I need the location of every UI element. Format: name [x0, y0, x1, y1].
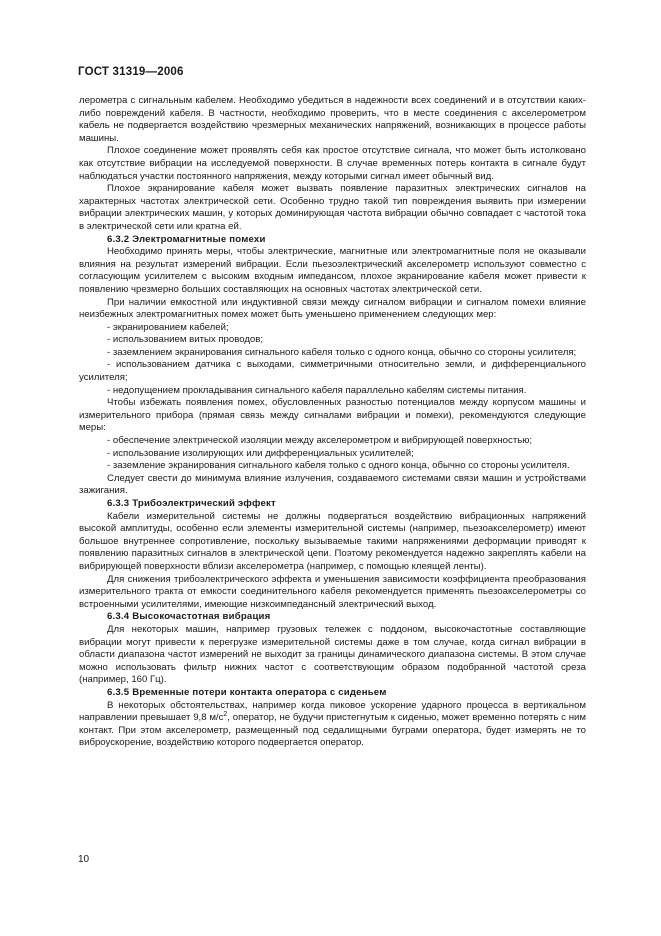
paragraph: Плохое соединение может проявлять себя как простое отсутствие сигнала, что может быть истолковано как отсутствие вибрации на исследуемой поверхности. В случае временных потерь контакта в сигнале будут наблюдаться участки постоянного напряжения, между которыми сигнал имеет обычный вид. — [79, 145, 586, 182]
paragraph: Кабели измерительной системы не должны подвергаться воздействию вибрационных напряжений высокой амплитуды, особенно если элементы измерительной системы (например, пьезоакселерометр) имеют большое внутреннее сопротивление, поскольку вызываемые такими напряжениями деформации приводят к появлению паразитных сигналов в электрической цепи. Поэтому рекомендуется надежно закреплять кабели на вибрирующей поверхности вблизи акселерометра (например, с помощью клеящей ленты). — [79, 510, 586, 572]
paragraph: лерометра с сигнальным кабелем. Необходимо убедиться в надежности всех соединений и в отсутствии каких-либо повреждений кабеля. В частности, необходимо проверить, что в месте соединения с акселерометром кабель не подвергается воздействию чрезмерных механических напряжений, возникающих в процессе работы машины. — [79, 95, 586, 144]
paragraph — [79, 700, 586, 750]
paragraph: Чтобы избежать появления помех, обусловленных разностью потенциалов между корпусом машины и измерительного прибора (прямая связь между сигналами вибрации и помехи), рекомендуются следующие меры: — [79, 397, 586, 434]
paragraph: Необходимо принять меры, чтобы электрические, магнитные или электромагнитные поля не оказывали влияния на результат измерений вибрации. Если пьезоэлектрический акселерометр используют совместно с согласующим усилителем с высоким входным импедансом, плохое экранирование кабеля может привести к появлению чрезмерно больших составляющих на основных частотах электрической сети. — [79, 246, 586, 295]
document-body — [79, 95, 586, 750]
list-item: - использование изолирующих или дифференциальных усилителей; — [107, 447, 414, 459]
list-item: - обеспечение электрической изоляции между акселерометром и вибрирующей поверхностью; — [107, 435, 533, 447]
list-item: - заземлением экранирования сигнального кабеля только с одного конца, обычно со стороны усилителя; — [107, 346, 577, 358]
section-heading-6-3-4: 6.3.4 Высокочастотная вибрация — [107, 611, 271, 623]
document-header: ГОСТ 31319—2006 — [78, 66, 184, 78]
paragraph-text-part: , оператор, не будучи пристегнутым к сиденью, может временно потерять с ним контакт. При этом акселерометр, размещенный под седалищными буграми оператора, будет измерять не то виброускорение, воздействию которого подвергается оператор. — [79, 712, 586, 749]
section-heading-6-3-5: 6.3.5 Временные потери контакта оператора с сиденьем — [107, 686, 387, 698]
list-item: - недопущением прокладывания сигнального кабеля параллельно кабелям системы питания. — [107, 384, 527, 396]
paragraph: Следует свести до минимума влияние излучения, создаваемого системами связи машин и устройствами зажигания. — [79, 472, 586, 497]
list-item: - заземление экранирования сигнального кабеля только с одного конца, обычно со стороны усилителя. — [107, 460, 570, 472]
paragraph: Плохое экранирование кабеля может вызвать появление паразитных электрических сигналов на характерных частотах электрической сети. Особенно трудно такой тип повреждения выявить при измерении вибрации электрических машин, у которых доминирующая частота вибрации обычно совпадает с частотой тока в электрической сети или кратна ей. — [79, 183, 586, 232]
list-item: - использованием датчика с выходами, симметричными относительно земли, и дифференциального усилителя; — [79, 359, 586, 384]
paragraph: При наличии емкостной или индуктивной связи между сигналом вибрации и сигналом помехи влияние неизбежных электромагнитных помех может быть уменьшено применением следующих мер: — [79, 296, 586, 321]
paragraph: Для некоторых машин, например грузовых тележек с поддоном, высокочастотные составляющие вибрации могут привести к перегрузке измерительной системы даже в том случае, когда сигнал вибрации в области диапазона частот измерений не выходит за границы динамического диапазона системы. В этом случае можно использовать фильтр нижних частот с соответствующим образом подобранной частотой среза (например, 160 Гц). — [79, 623, 586, 686]
list-item: - использованием витых проводов; — [107, 334, 264, 346]
paragraph: Для снижения трибоэлектрического эффекта и уменьшения зависимости коэффициента преобразования измерительного тракта от емкости соединительного кабеля рекомендуется применять пьезоакселерометры со встроенными усилителями, имеющие низкоимпедансный электрический выход. — [79, 573, 586, 610]
superscript-exponent: 2 — [223, 710, 228, 718]
section-heading-6-3-2: 6.3.2 Электромагнитные помехи — [107, 233, 266, 245]
paragraph-text-part: В некоторых обстоятельствах, например когда пиковое ускорение ударного процесса в вертикальном направлении превышает 9,8 м/с — [79, 699, 586, 724]
page-number: 10 — [78, 854, 90, 865]
list-item: - экранированием кабелей; — [107, 321, 229, 333]
section-heading-6-3-3: 6.3.3 Трибоэлектрический эффект — [107, 498, 276, 509]
